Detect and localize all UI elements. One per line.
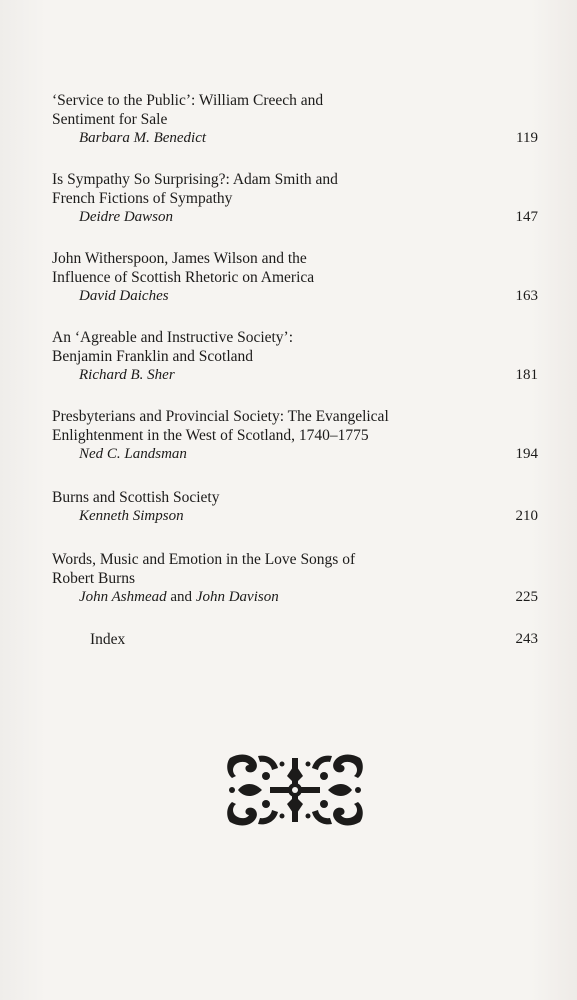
entry-author: Kenneth Simpson [79, 508, 184, 524]
toc-entry [52, 249, 538, 306]
index-page-number: 243 [515, 631, 538, 647]
toc-entry [52, 488, 538, 526]
entry-title-line: ‘Service to the Public’: William Creech and [52, 92, 324, 109]
entry-title-line: Influence of Scottish Rhetoric on America [52, 269, 315, 286]
entry-title-line: Words, Music and Emotion in the Love Songs of [52, 551, 356, 568]
author-row [52, 129, 538, 148]
author-row [52, 588, 538, 607]
author-row [52, 507, 538, 526]
index-entry [90, 630, 538, 649]
entry-page-number: 210 [515, 508, 538, 524]
entry-author: Barbara M. Benedict [79, 130, 207, 146]
entry-title-line: Presbyterians and Provincial Society: The Evangelical [52, 408, 389, 425]
entry-page-number: 147 [515, 209, 538, 225]
toc-entry [52, 328, 538, 385]
author-row [52, 208, 538, 227]
entry-title-line: Sentiment for Sale [52, 111, 168, 128]
toc-entry [52, 407, 538, 464]
entry-author: David Daiches [79, 288, 169, 304]
author-conjunction: and [170, 589, 193, 605]
entry-title-line: Benjamin Franklin and Scotland [52, 348, 254, 365]
toc-entry [52, 91, 538, 148]
entry-title-line: John Witherspoon, James Wilson and the [52, 250, 307, 267]
entry-page-number: 194 [515, 446, 538, 462]
author-row [52, 445, 538, 464]
entry-page-number: 181 [515, 367, 538, 383]
index-label: Index [90, 631, 126, 648]
author-name: John Ashmead [79, 589, 167, 605]
author-name: John Davison [195, 589, 279, 605]
toc-entry [52, 170, 538, 227]
toc-entry [52, 550, 538, 607]
entry-title-line: Is Sympathy So Surprising?: Adam Smith and [52, 171, 338, 188]
entry-page-number: 225 [515, 589, 538, 605]
entry-title-line: An ‘Agreable and Instructive Society’: [52, 329, 294, 346]
entry-title-line: Burns and Scottish Society [52, 489, 220, 506]
entry-page-number: 163 [515, 288, 538, 304]
entry-author: Richard B. Sher [79, 367, 175, 383]
entry-page-number: 119 [516, 130, 538, 146]
entry-author [79, 588, 279, 607]
entry-title-line: French Fictions of Sympathy [52, 190, 233, 207]
floral-ornament-icon [226, 750, 364, 830]
author-row [52, 366, 538, 385]
entry-title-line: Robert Burns [52, 570, 136, 587]
author-row [52, 287, 538, 306]
entry-author: Ned C. Landsman [79, 446, 187, 462]
entry-author: Deidre Dawson [79, 209, 174, 225]
entry-title-line: Enlightenment in the West of Scotland, 1740–1775 [52, 427, 369, 444]
